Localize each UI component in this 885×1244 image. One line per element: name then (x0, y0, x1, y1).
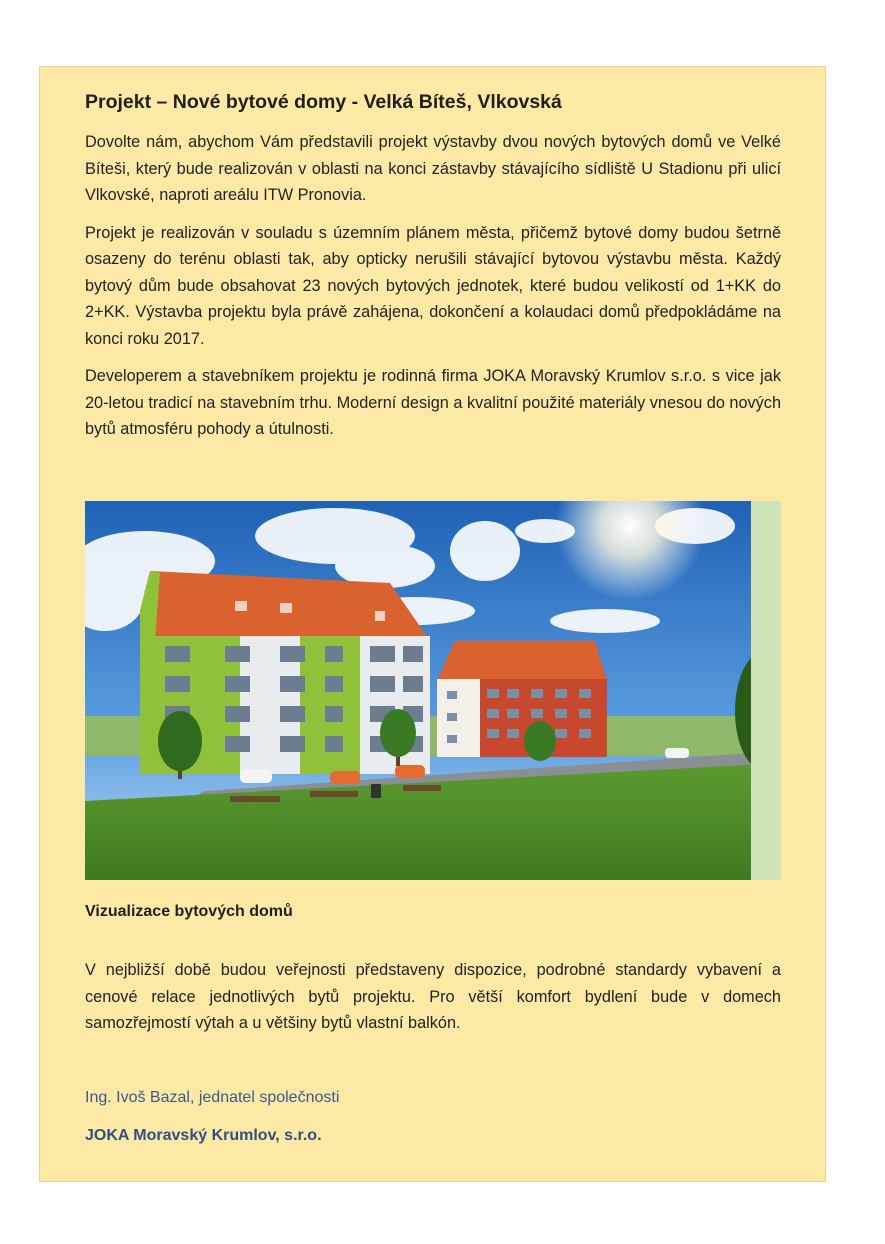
building-illustration (85, 501, 781, 880)
closing-section (85, 957, 781, 1048)
document-panel (39, 66, 826, 1182)
page-title: Projekt – Nové bytové domy - Velká Bíteš, Vlkovská (85, 91, 562, 113)
visualization-image (85, 501, 781, 880)
paragraph-intro: Dovolte nám, abychom Vám představili projekt výstavby dvou nových bytových domů ve Velké Bíteši, který bude realizován v oblasti na konci zástavby stávajícího sídliště U Stadionu při ulicí Vlkovské, naproti areálu ITW Pronovia. (85, 133, 781, 205)
paragraph-developer: Developerem a stavebníkem projektu je rodinná firma JOKA Moravský Krumlov s.r.o. s vice jak 20-letou tradicí na stavebním trhu. Moderní design a kvalitní použité materiály vnesou do nových bytů atmosféru pohody a útulnosti. (85, 367, 781, 439)
adjacent-building-wall (751, 501, 781, 880)
signature-company: JOKA Moravský Krumlov, s.r.o. (85, 1127, 322, 1144)
signature-name: Ing. Ivoš Bazal, jednatel společnosti (85, 1089, 340, 1106)
red-building (437, 641, 607, 757)
intro-section (85, 89, 781, 454)
paragraph-closing: V nejbližší době budou veřejnosti představeny dispozice, podrobné standardy vybavení a cenové relace jednotlivých bytů projektu. Pro větší komfort bydlení bude v domech samozřejmostí výtah a u většiny bytů vlastní balkón. (85, 961, 781, 1032)
image-caption: Vizualizace bytových domů (85, 903, 293, 920)
paragraph-plan: Projekt je realizován v souladu s územním plánem města, přičemž bytové domy budou šetrně osazeny do terénu oblasti tak, aby opticky nerušili stávající bytovou výstavbu města. Každý bytový dům bude obsahovat 23 nových bytových jednotek, které budou velikostí od 1+KK do 2+KK. Výstavba projektu byla právě zahájena, dokončení a kolaudaci domů předpokládáme na konci roku 2017. (85, 223, 781, 348)
